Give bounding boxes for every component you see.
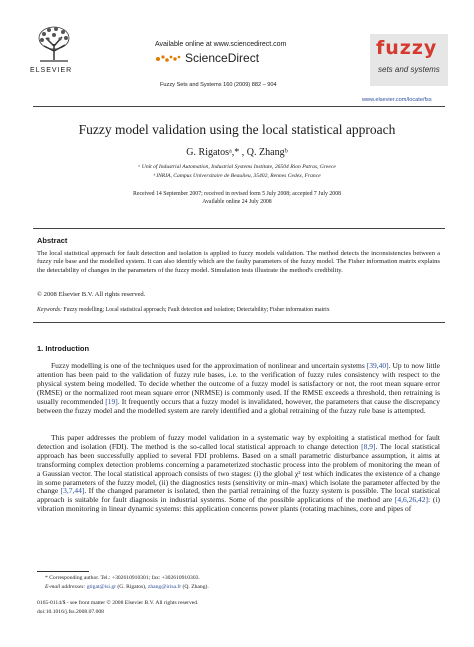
journal-logo bbox=[370, 34, 448, 86]
sciencedirect-logo bbox=[155, 52, 305, 66]
abstract-heading: Abstract bbox=[37, 236, 68, 245]
text-run: Fuzzy modelling is one of the techniques used for the approximation of nonlinear and uncertain systems bbox=[51, 361, 367, 370]
journal-logo-subtitle: sets and systems bbox=[378, 65, 440, 74]
elsevier-tree-logo bbox=[34, 24, 74, 64]
footnote-divider bbox=[37, 571, 89, 572]
abstract-copyright: © 2008 Elsevier B.V. All rights reserved. bbox=[37, 291, 146, 298]
abstract-bottom-divider bbox=[33, 322, 445, 323]
article-title: Fuzzy model validation using the local statistical approach bbox=[78, 122, 396, 137]
citation-link[interactable]: [19] bbox=[105, 396, 118, 406]
affiliation-b: ᵇ INRIA, Campus Universitaire de Beaulieu, 35402, Rennes Cedex, France bbox=[153, 173, 321, 179]
email-label: E-mail addresses: bbox=[45, 584, 87, 590]
email-owner-1: (G. Rigatos), bbox=[115, 584, 148, 590]
email-link-1[interactable]: gtigat@isi.gr bbox=[86, 584, 116, 590]
sciencedirect-wordmark: ScienceDirect bbox=[185, 51, 260, 65]
abstract-body: The local statistical approach for fault detection and isolation is applied to fuzzy models validation. The method detects the inconsistencies between a fuzzy rule base and the modelled system. It can also identify which are the faulty parameters of the fuzzy model. The Fisher information matrix explains the detectability of changes in the parameters of the fuzzy model. Simulation tests illustrate the method's credibility. bbox=[37, 250, 440, 274]
publisher-name: ELSEVIER bbox=[30, 67, 73, 74]
abstract-top-divider bbox=[33, 228, 445, 229]
available-online-text: Available online at www.sciencedirect.com bbox=[155, 41, 287, 48]
doi-line: doi:10.1016/j.fss.2008.07.008 bbox=[37, 609, 104, 615]
section-heading-introduction: 1. Introduction bbox=[37, 344, 90, 353]
article-authors: G. Rigatosᵃ,* , Q. Zhangᵇ bbox=[186, 147, 288, 158]
received-dates: Received 14 September 2007; received in revised form 5 July 2008; accepted 7 July 2008 bbox=[133, 191, 341, 197]
citation-link[interactable]: [4,6,26,42] bbox=[394, 495, 428, 505]
text-run: . Up to now little attention has been paid to the validation of fuzzy rule bases, i.e. to the verification of fuzzy rules consistency with respect to the physical system being modelled. To decide whether the outcome of a fuzzy model is satisfactory or not, the root mean square error (RMSE) or the normalized root mean square error (NRMSE) is commonly used. If the RMSE exceeds a threshold, then retraining is usually recommended bbox=[37, 361, 440, 406]
email-link-2[interactable]: zhang@irisa.fr bbox=[147, 584, 182, 590]
citation-link[interactable]: [3,7,44] bbox=[60, 486, 85, 496]
affiliation-a: ᵃ Unit of Industrial Automation, Industrial Systems Institute, 26504 Rion Patras, Greece bbox=[138, 164, 336, 170]
text-run: . The local statistical approach has been successfully applied to several FDI problems. Based on a small parametric disturbance assumption, it aims at transforming complex detection problems concerning a parameterized stochastic process into the problem of monitoring the mean of a Gaussian vector. The local statistical approach consists of two stages: (i) the global χ² test which indicates the existence of a change in some parameters of the fuzzy model, (ii) the diagnostics tests (sensitivity or min–max) which isolate the parameter affected by the change bbox=[37, 441, 440, 496]
citation-link[interactable]: [8,9] bbox=[361, 441, 376, 451]
text-run: This paper addresses the problem of fuzzy model validation in a systematic way by exploiting a statistical method for fault detection and isolation (FDI). The method is the so-called local statistical approach to change detection bbox=[37, 433, 440, 451]
intro-paragraph-2 bbox=[37, 434, 440, 514]
keywords-list: Fuzzy modelling; Local statistical approach; Fault detection and isolation; Detectability; Fisher information matrix bbox=[63, 307, 330, 313]
citation-link[interactable]: [39,40] bbox=[366, 361, 389, 370]
email-owner-2: (Q. Zhang). bbox=[181, 584, 209, 590]
text-run: . It frequently occurs that a fuzzy model is invalidated, however, the parameters that cause the discrepancy between the fuzzy model and the modelled system are rarely identified and a global retraining of the fuzzy rule base is attempted. bbox=[37, 396, 440, 415]
text-run: . If the changed parameter is isolated, then the partial retraining of the fuzzy system is possible. The local statistical approach is suitable for fault diagnosis in industrial systems. Some of the possible applications of the method are bbox=[37, 486, 440, 505]
journal-reference: Fuzzy Sets and Systems 160 (2009) 882 – 904 bbox=[160, 82, 277, 88]
header-divider bbox=[33, 106, 445, 107]
issn-line: 0165-0114/$ - see front matter © 2008 Elsevier B.V. All rights reserved. bbox=[37, 600, 199, 606]
text-run: : (i) vibration monitoring in linear dynamic systems: this application concerns power plants (rotating machines, core and pipes of bbox=[37, 495, 440, 514]
intro-paragraph-1 bbox=[37, 362, 440, 415]
journal-logo-title: fuzzy bbox=[376, 37, 438, 59]
keywords-line bbox=[37, 307, 330, 313]
email-addresses-note bbox=[45, 584, 209, 590]
journal-url-link[interactable]: www.elsevier.com/locate/fss bbox=[362, 97, 432, 103]
available-online-date: Available online 24 July 2008 bbox=[202, 199, 272, 205]
keywords-label: Keywords: bbox=[37, 307, 62, 313]
corresponding-author-note: * Corresponding author. Tel.: +302610910301; fax: +302610910303. bbox=[45, 575, 200, 581]
sciencedirect-dots-icon bbox=[155, 54, 181, 64]
